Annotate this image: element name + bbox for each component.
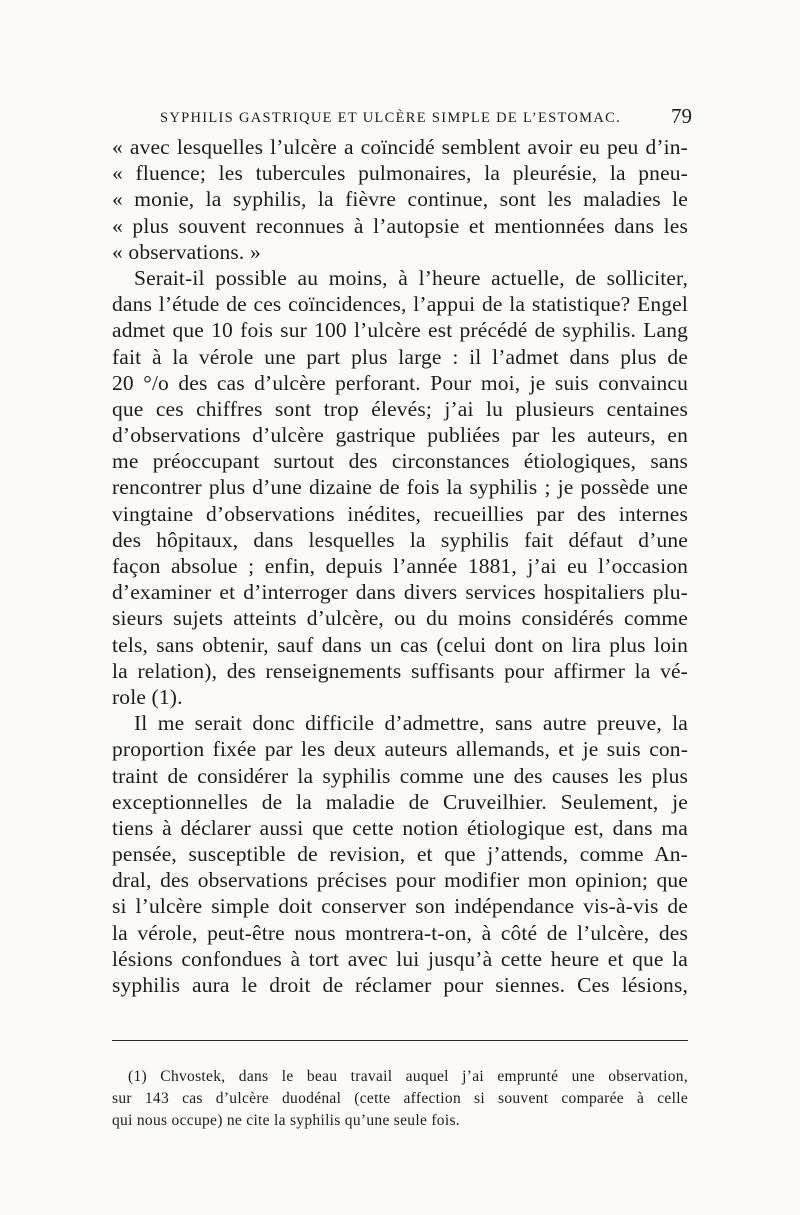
text-line: admet que 10 fois sur 100 l’ulcère est précédé de syphilis. Lang bbox=[112, 318, 688, 343]
footnote-line: (1) Chvostek, dans le beau travail auquel j’ai emprunté une observation, bbox=[128, 1068, 688, 1085]
text-line: exceptionnelles de la maladie de Cruveilhier. Seulement, je bbox=[112, 789, 688, 814]
footnote bbox=[112, 1066, 688, 1132]
text-line: tiens à déclarer aussi que cette notion étiologique est, dans ma bbox=[112, 815, 688, 840]
footnote-line: qui nous occupe) ne cite la syphilis qu’une seule fois. bbox=[112, 1112, 460, 1129]
text-line: fait à la vérole une part plus large : il l’admet dans plus de bbox=[112, 344, 688, 369]
text-line: « monie, la syphilis, la fièvre continue, sont les maladies le bbox=[112, 187, 688, 212]
text-line: si l’ulcère simple doit conserver son indépendance vis-à-vis de bbox=[112, 894, 688, 919]
text-line: proportion fixée par les deux auteurs allemands, et je suis con- bbox=[112, 737, 688, 762]
text-line: des hôpitaux, dans lesquelles la syphilis fait défaut d’une bbox=[112, 527, 688, 552]
text-line: role (1). bbox=[112, 684, 183, 709]
text-line: tels, sans obtenir, sauf dans un cas (celui dont on lira plus loin bbox=[112, 632, 688, 657]
text-line: « fluence; les tubercules pulmonaires, la pleurésie, la pneu- bbox=[112, 161, 688, 186]
text-line: « plus souvent reconnues à l’autopsie et mentionnées dans les bbox=[112, 213, 688, 238]
text-line: syphilis aura le droit de réclamer pour siennes. Ces lésions, bbox=[112, 973, 688, 997]
text-line: vingtaine d’observations inédites, recueillies par des internes bbox=[112, 501, 688, 526]
text-line: Il me serait donc difficile d’admettre, sans autre preuve, la bbox=[134, 711, 688, 736]
page-number: 79 bbox=[671, 104, 692, 128]
text-line: rencontrer plus d’une dizaine de fois la syphilis ; je possède une bbox=[112, 475, 688, 500]
text-line: la vérole, peut-être nous montrera-t-on, à côté de l’ulcère, des bbox=[112, 920, 688, 945]
body-text bbox=[112, 134, 688, 998]
text-line: lésions confondues à tort avec lui jusqu’à cette heure et que la bbox=[112, 946, 688, 971]
text-line: dral, des observations précises pour modifier mon opinion; que bbox=[112, 868, 688, 893]
text-line: façon absolue ; enfin, depuis l’année 1881, j’ai eu l’occasion bbox=[112, 554, 688, 578]
text-line: traint de considérer la syphilis comme une des causes les plus bbox=[112, 763, 688, 788]
text-line: dans l’étude de ces coïncidences, l’appui de la statistique? Engel bbox=[112, 292, 688, 317]
running-head bbox=[112, 104, 692, 134]
footnote-line: sur 143 cas d’ulcère duodénal (cette affection si souvent comparée à celle bbox=[112, 1090, 688, 1107]
text-line: d’observations d’ulcère gastrique publiées par les auteurs, en bbox=[112, 423, 688, 448]
text-line: « observations. » bbox=[112, 239, 261, 264]
text-line: sieurs sujets atteints d’ulcère, ou du moins considérés comme bbox=[112, 606, 688, 631]
book-page bbox=[112, 104, 692, 1129]
text-line: 20 °/o des cas d’ulcère perforant. Pour moi, je suis convaincu bbox=[112, 370, 688, 395]
text-line: me préoccupant surtout des circonstances étiologiques, sans bbox=[112, 449, 688, 474]
footnote-rule bbox=[112, 1040, 688, 1041]
text-line: pensée, susceptible de revision, et que j’attends, comme An- bbox=[112, 842, 688, 867]
text-line: « avec lesquelles l’ulcère a coïncidé semblent avoir eu peu d’in- bbox=[112, 135, 688, 159]
text-line: Serait-il possible au moins, à l’heure actuelle, de solliciter, bbox=[134, 265, 688, 290]
text-line: la relation), des renseignements suffisants pour affirmer la vé- bbox=[112, 658, 688, 683]
text-line: d’examiner et d’interroger dans divers services hospitaliers plu- bbox=[112, 580, 688, 605]
text-line: que ces chiffres sont trop élevés; j’ai lu plusieurs centaines bbox=[112, 396, 688, 421]
running-title: SYPHILIS GASTRIQUE ET ULCÈRE SIMPLE DE L’ESTOMAC. bbox=[160, 110, 621, 126]
